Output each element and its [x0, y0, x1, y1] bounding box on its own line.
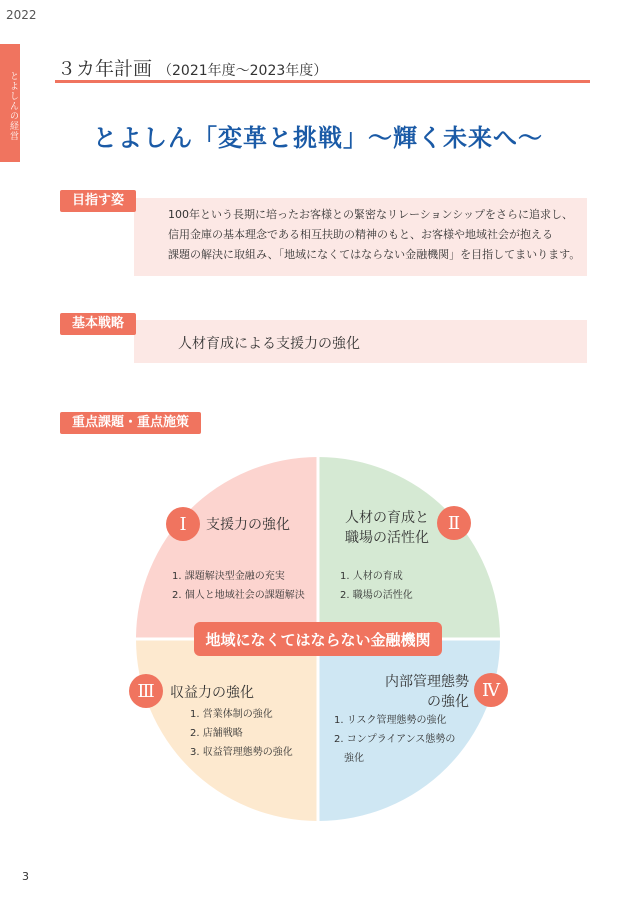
quadrant-4-title: [381, 672, 469, 712]
strategy-label: 基本戦略: [60, 313, 136, 335]
quadrant-1-list: [172, 567, 305, 605]
page-number: 3: [22, 870, 29, 883]
quadrant-3-title: 収益力の強化: [170, 685, 254, 701]
quadrant-1-title: 支援力の強化: [206, 517, 290, 533]
quadrant-2-list: [340, 567, 413, 605]
quadrant-1-item: 2. 個人と地域社会の課題解決: [172, 590, 305, 601]
numeral-2-badge: Ⅱ: [437, 506, 471, 540]
year-label: 2022: [6, 8, 37, 22]
numeral-4-badge: Ⅳ: [474, 673, 508, 707]
vision-line: 信用金庫の基本理念である相互扶助の精神のもと、お客様や地域社会が抱える: [168, 228, 553, 241]
page-title-text: ３カ年計画: [57, 58, 153, 80]
quadrant-2-title-line: 人材の育成と: [345, 510, 429, 526]
quadrant-2-title: [345, 508, 429, 548]
quadrant-4-item: 強化: [344, 753, 364, 764]
main-heading: とよしん「変革と挑戦」〜輝く未来へ〜: [93, 124, 543, 152]
quadrant-4-list: [334, 711, 455, 768]
quadrant-4-title-line: 内部管理態勢: [385, 674, 469, 690]
vision-label: 目指す姿: [60, 190, 136, 212]
priorities-label: 重点課題・重点施策: [60, 412, 201, 434]
quadrant-support: [136, 457, 318, 639]
page-title-period: （2021年度〜2023年度）: [158, 63, 328, 79]
vision-line: 課題の解決に取組み、「地域になくてはならない金融機関」を目指してまいります。: [168, 248, 581, 261]
quadrant-3-item: 1. 営業体制の強化: [190, 709, 273, 720]
quadrant-2-title-line: 職場の活性化: [345, 530, 429, 546]
quadrant-1-item: 1. 課題解決型金融の充実: [172, 571, 285, 582]
quadrant-3-list: [190, 705, 293, 762]
quadrant-2-item: 1. 人材の育成: [340, 571, 403, 582]
numeral-3-badge: Ⅲ: [129, 674, 163, 708]
vision-line: 100年という長期に培ったお客様との緊密なリレーションシップをさらに追求し、: [168, 208, 574, 221]
center-mission-banner: 地域になくてはならない金融機関: [194, 622, 442, 656]
quadrant-2-item: 2. 職場の活性化: [340, 590, 413, 601]
quadrant-4-title-line: の強化: [427, 694, 469, 710]
quadrant-4-item: 2. コンプライアンス態勢の: [334, 734, 456, 745]
section-side-tab: とよしんの経営: [0, 44, 20, 162]
quadrant-3-item: 2. 店舗戦略: [190, 728, 243, 739]
quadrant-3-item: 3. 収益管理態勢の強化: [190, 747, 293, 758]
quadrant-4-item: 1. リスク管理態勢の強化: [334, 715, 447, 726]
strategy-text: 人材育成による支援力の強化: [178, 336, 360, 352]
quadrant-people: [318, 457, 500, 639]
numeral-1-badge: Ⅰ: [166, 507, 200, 541]
